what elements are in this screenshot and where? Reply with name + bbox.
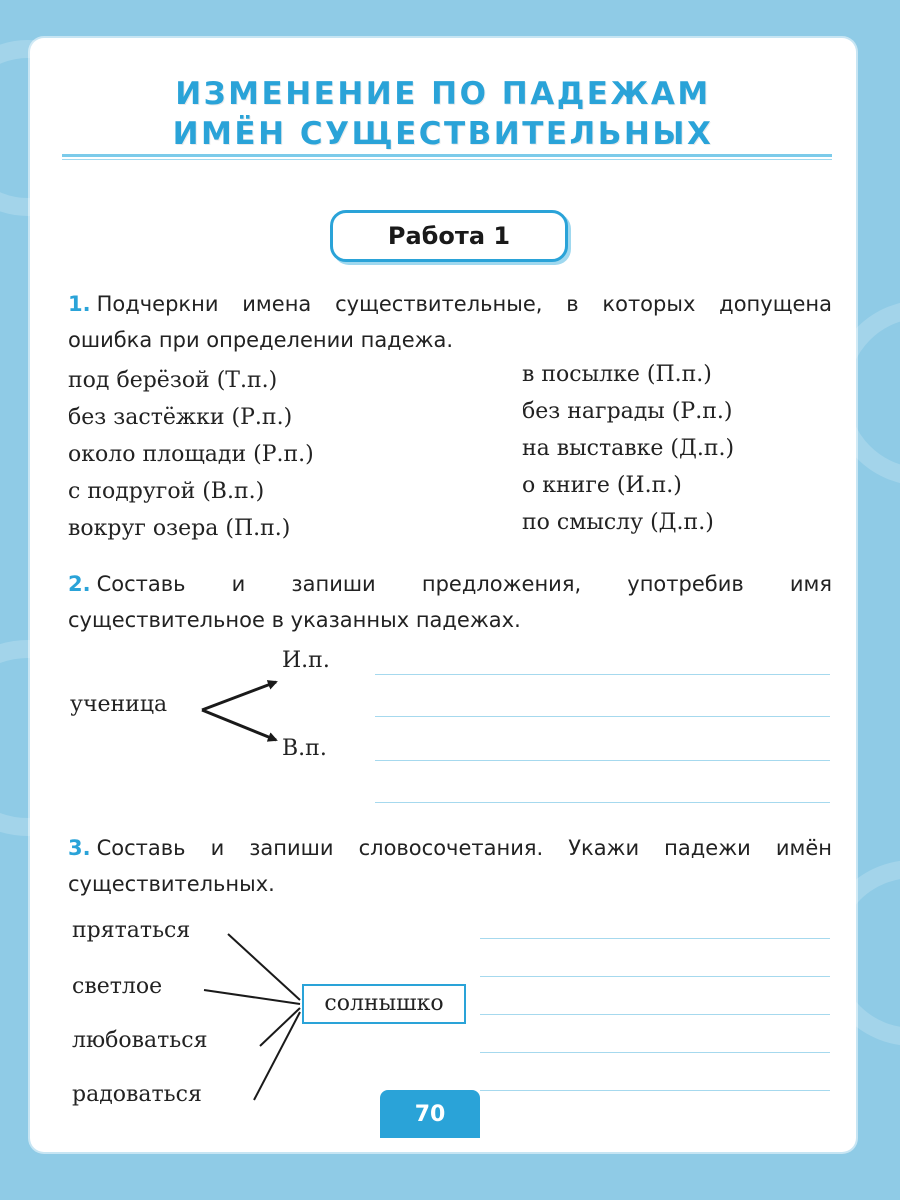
phrase-item[interactable]: о книге (И.п.) <box>522 473 682 498</box>
phrase-item[interactable]: вокруг озера (П.п.) <box>68 516 291 541</box>
phrase-item[interactable]: по смыслу (Д.п.) <box>522 510 714 535</box>
phrase-item[interactable]: около площади (Р.п.) <box>68 442 314 467</box>
arrow-to-accusative <box>202 710 276 740</box>
task-2-word: ученица <box>70 692 168 717</box>
arrow-to-nominative <box>202 682 276 710</box>
phrase-item[interactable]: без награды (Р.п.) <box>522 399 733 424</box>
connector-line <box>260 1008 300 1046</box>
task-3-word: любоваться <box>72 1028 208 1053</box>
task-1-number: 1. <box>68 292 91 316</box>
case-label-accusative: В.п. <box>282 736 327 761</box>
work-badge: Работа 1 <box>330 210 568 262</box>
connector-line <box>254 1012 300 1100</box>
connector-arrows <box>30 38 856 1152</box>
task-3-word: радоваться <box>72 1082 202 1107</box>
target-word-box: солнышко <box>302 984 466 1024</box>
task-2-text: Составь и запиши предложения, употребив имя существительное в указанных падежах. <box>68 572 832 632</box>
phrase-item[interactable]: в посылке (П.п.) <box>522 362 712 387</box>
phrase-item[interactable]: под берёзой (Т.п.) <box>68 368 278 393</box>
task-3-text: Составь и запиши словосочетания. Укажи падежи имён существительных. <box>68 836 832 896</box>
connector-line <box>204 990 300 1004</box>
title-line-1: ИЗМЕНЕНИЕ ПО ПАДЕЖАМ <box>175 76 711 112</box>
task-3-number: 3. <box>68 836 91 860</box>
case-label-nominative: И.п. <box>282 648 330 673</box>
task-3-word: прятаться <box>72 918 191 943</box>
task-1-text: Подчеркни имена существительные, в которых допущена ошибка при определении падежа. <box>68 292 832 352</box>
connector-line <box>228 934 300 1000</box>
phrase-item[interactable]: без застёжки (Р.п.) <box>68 405 293 430</box>
title-line-2: ИМЁН СУЩЕСТВИТЕЛЬНЫХ <box>172 116 714 152</box>
workbook-page <box>30 38 856 1152</box>
phrase-item[interactable]: с подругой (В.п.) <box>68 479 265 504</box>
phrase-item[interactable]: на выставке (Д.п.) <box>522 436 735 461</box>
task-3-word: светлое <box>72 974 163 999</box>
task-2-number: 2. <box>68 572 91 596</box>
page-number: 70 <box>380 1090 480 1138</box>
